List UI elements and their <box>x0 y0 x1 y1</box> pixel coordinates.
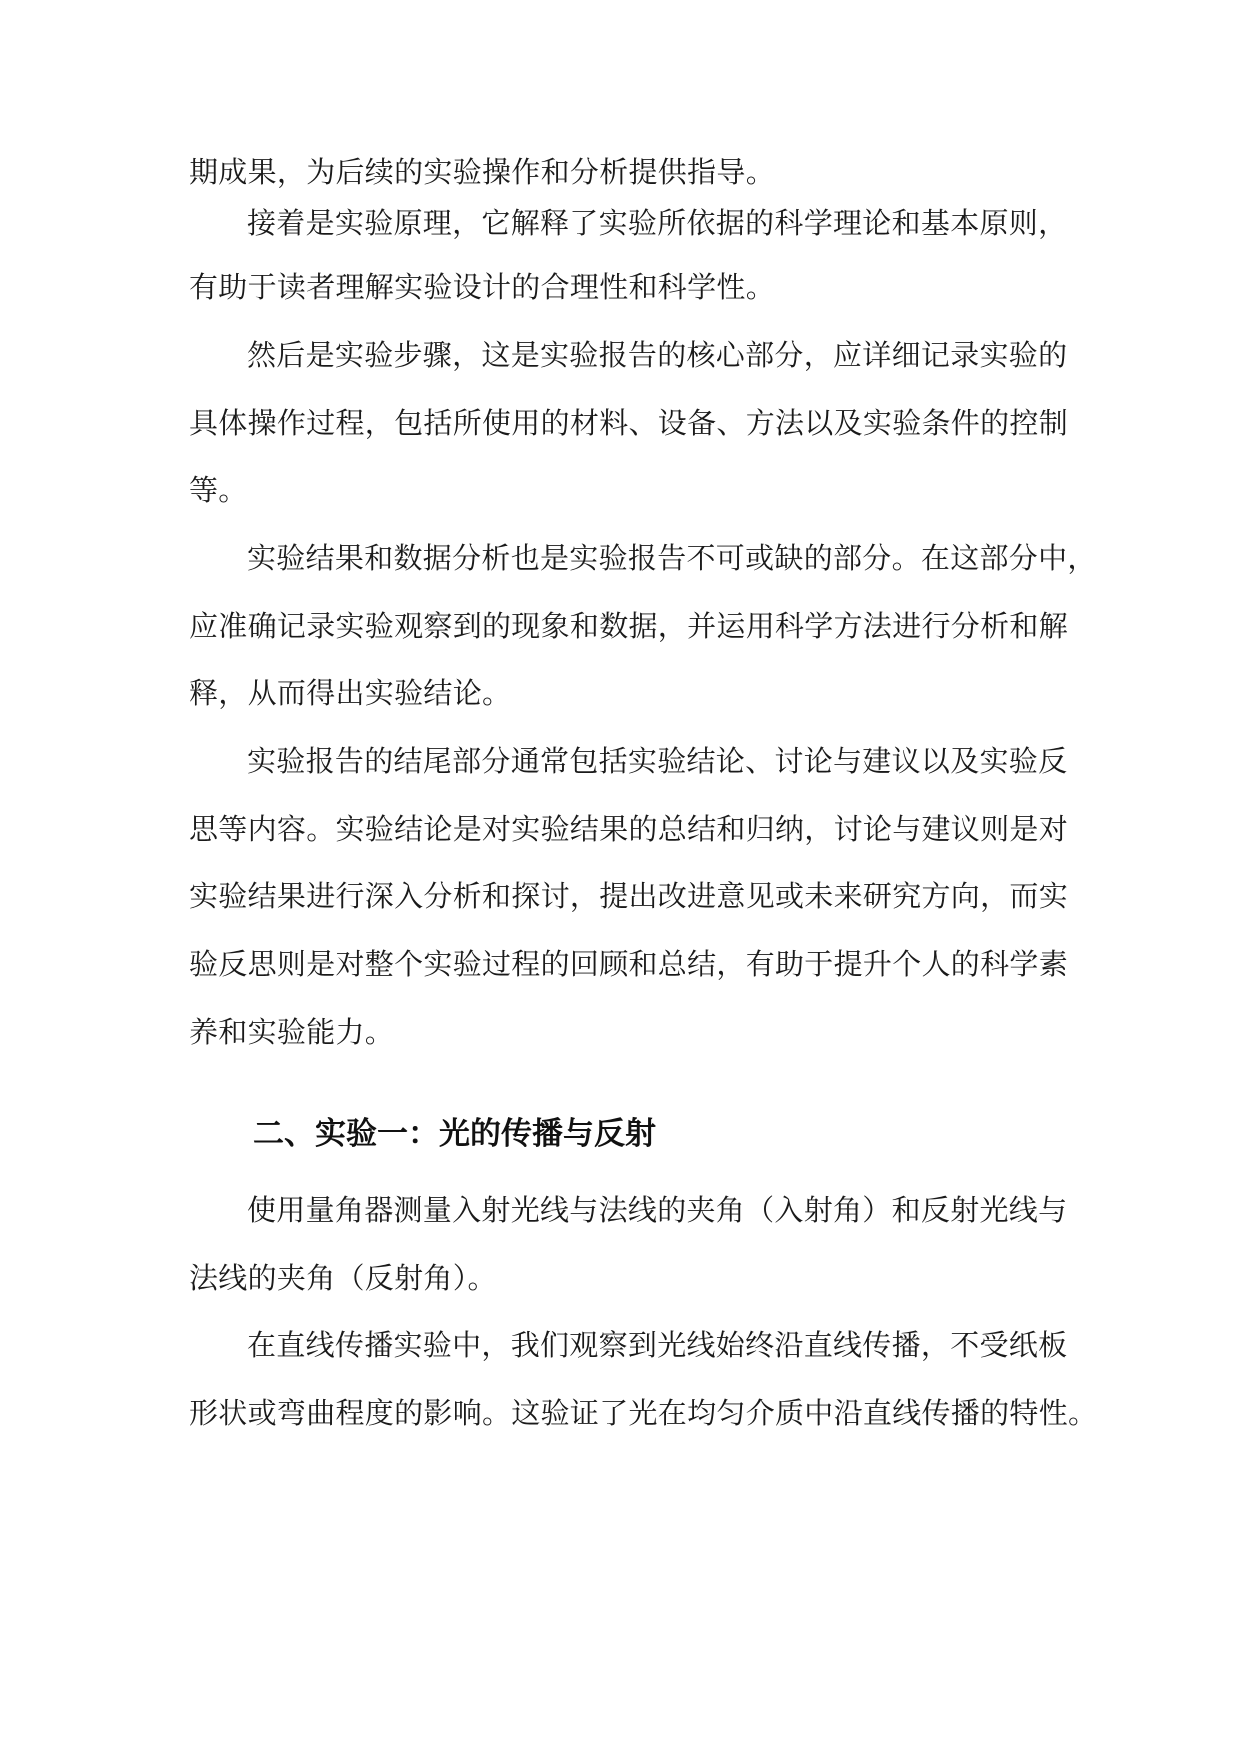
paragraph-line: 接着是实验原理，它解释了实验所依据的科学理论和基本原则， <box>247 206 1068 240</box>
paragraph-line: 具体操作过程，包括所使用的材料、设备、方法以及实验条件的控制 <box>189 406 1069 440</box>
paragraph-line: 使用量角器测量入射光线与法线的夹角（入射角）和反射光线与 <box>247 1193 1068 1227</box>
paragraph-line: 养和实验能力。 <box>189 1015 395 1049</box>
paragraph-line: 在直线传播实验中，我们观察到光线始终沿直线传播，不受纸板 <box>247 1328 1068 1362</box>
paragraph-line: 形状或弯曲程度的影响。这验证了光在均匀介质中沿直线传播的特性。 <box>189 1396 1098 1430</box>
paragraph-line: 有助于读者理解实验设计的合理性和科学性。 <box>189 270 776 304</box>
paragraph-line: 等。 <box>189 473 248 507</box>
section-heading: 二、实验一：光的传播与反射 <box>253 1116 656 1152</box>
paragraph-line: 期成果，为后续的实验操作和分析提供指导。 <box>189 155 776 189</box>
paragraph-line: 释，从而得出实验结论。 <box>189 676 512 710</box>
paragraph-line: 实验结果进行深入分析和探讨，提出改进意见或未来研究方向，而实 <box>189 879 1069 913</box>
paragraph-line: 实验结果和数据分析也是实验报告不可或缺的部分。在这部分中， <box>247 541 1097 575</box>
paragraph-line: 法线的夹角（反射角）。 <box>189 1261 497 1295</box>
paragraph-line: 思等内容。实验结论是对实验结果的总结和归纳，讨论与建议则是对 <box>189 812 1069 846</box>
paragraph-line: 验反思则是对整个实验过程的回顾和总结，有助于提升个人的科学素 <box>189 947 1069 981</box>
paragraph-line: 实验报告的结尾部分通常包括实验结论、讨论与建议以及实验反 <box>247 744 1068 778</box>
paragraph-line: 然后是实验步骤，这是实验报告的核心部分，应详细记录实验的 <box>247 338 1068 372</box>
paragraph-line: 应准确记录实验观察到的现象和数据，并运用科学方法进行分析和解 <box>189 609 1069 643</box>
